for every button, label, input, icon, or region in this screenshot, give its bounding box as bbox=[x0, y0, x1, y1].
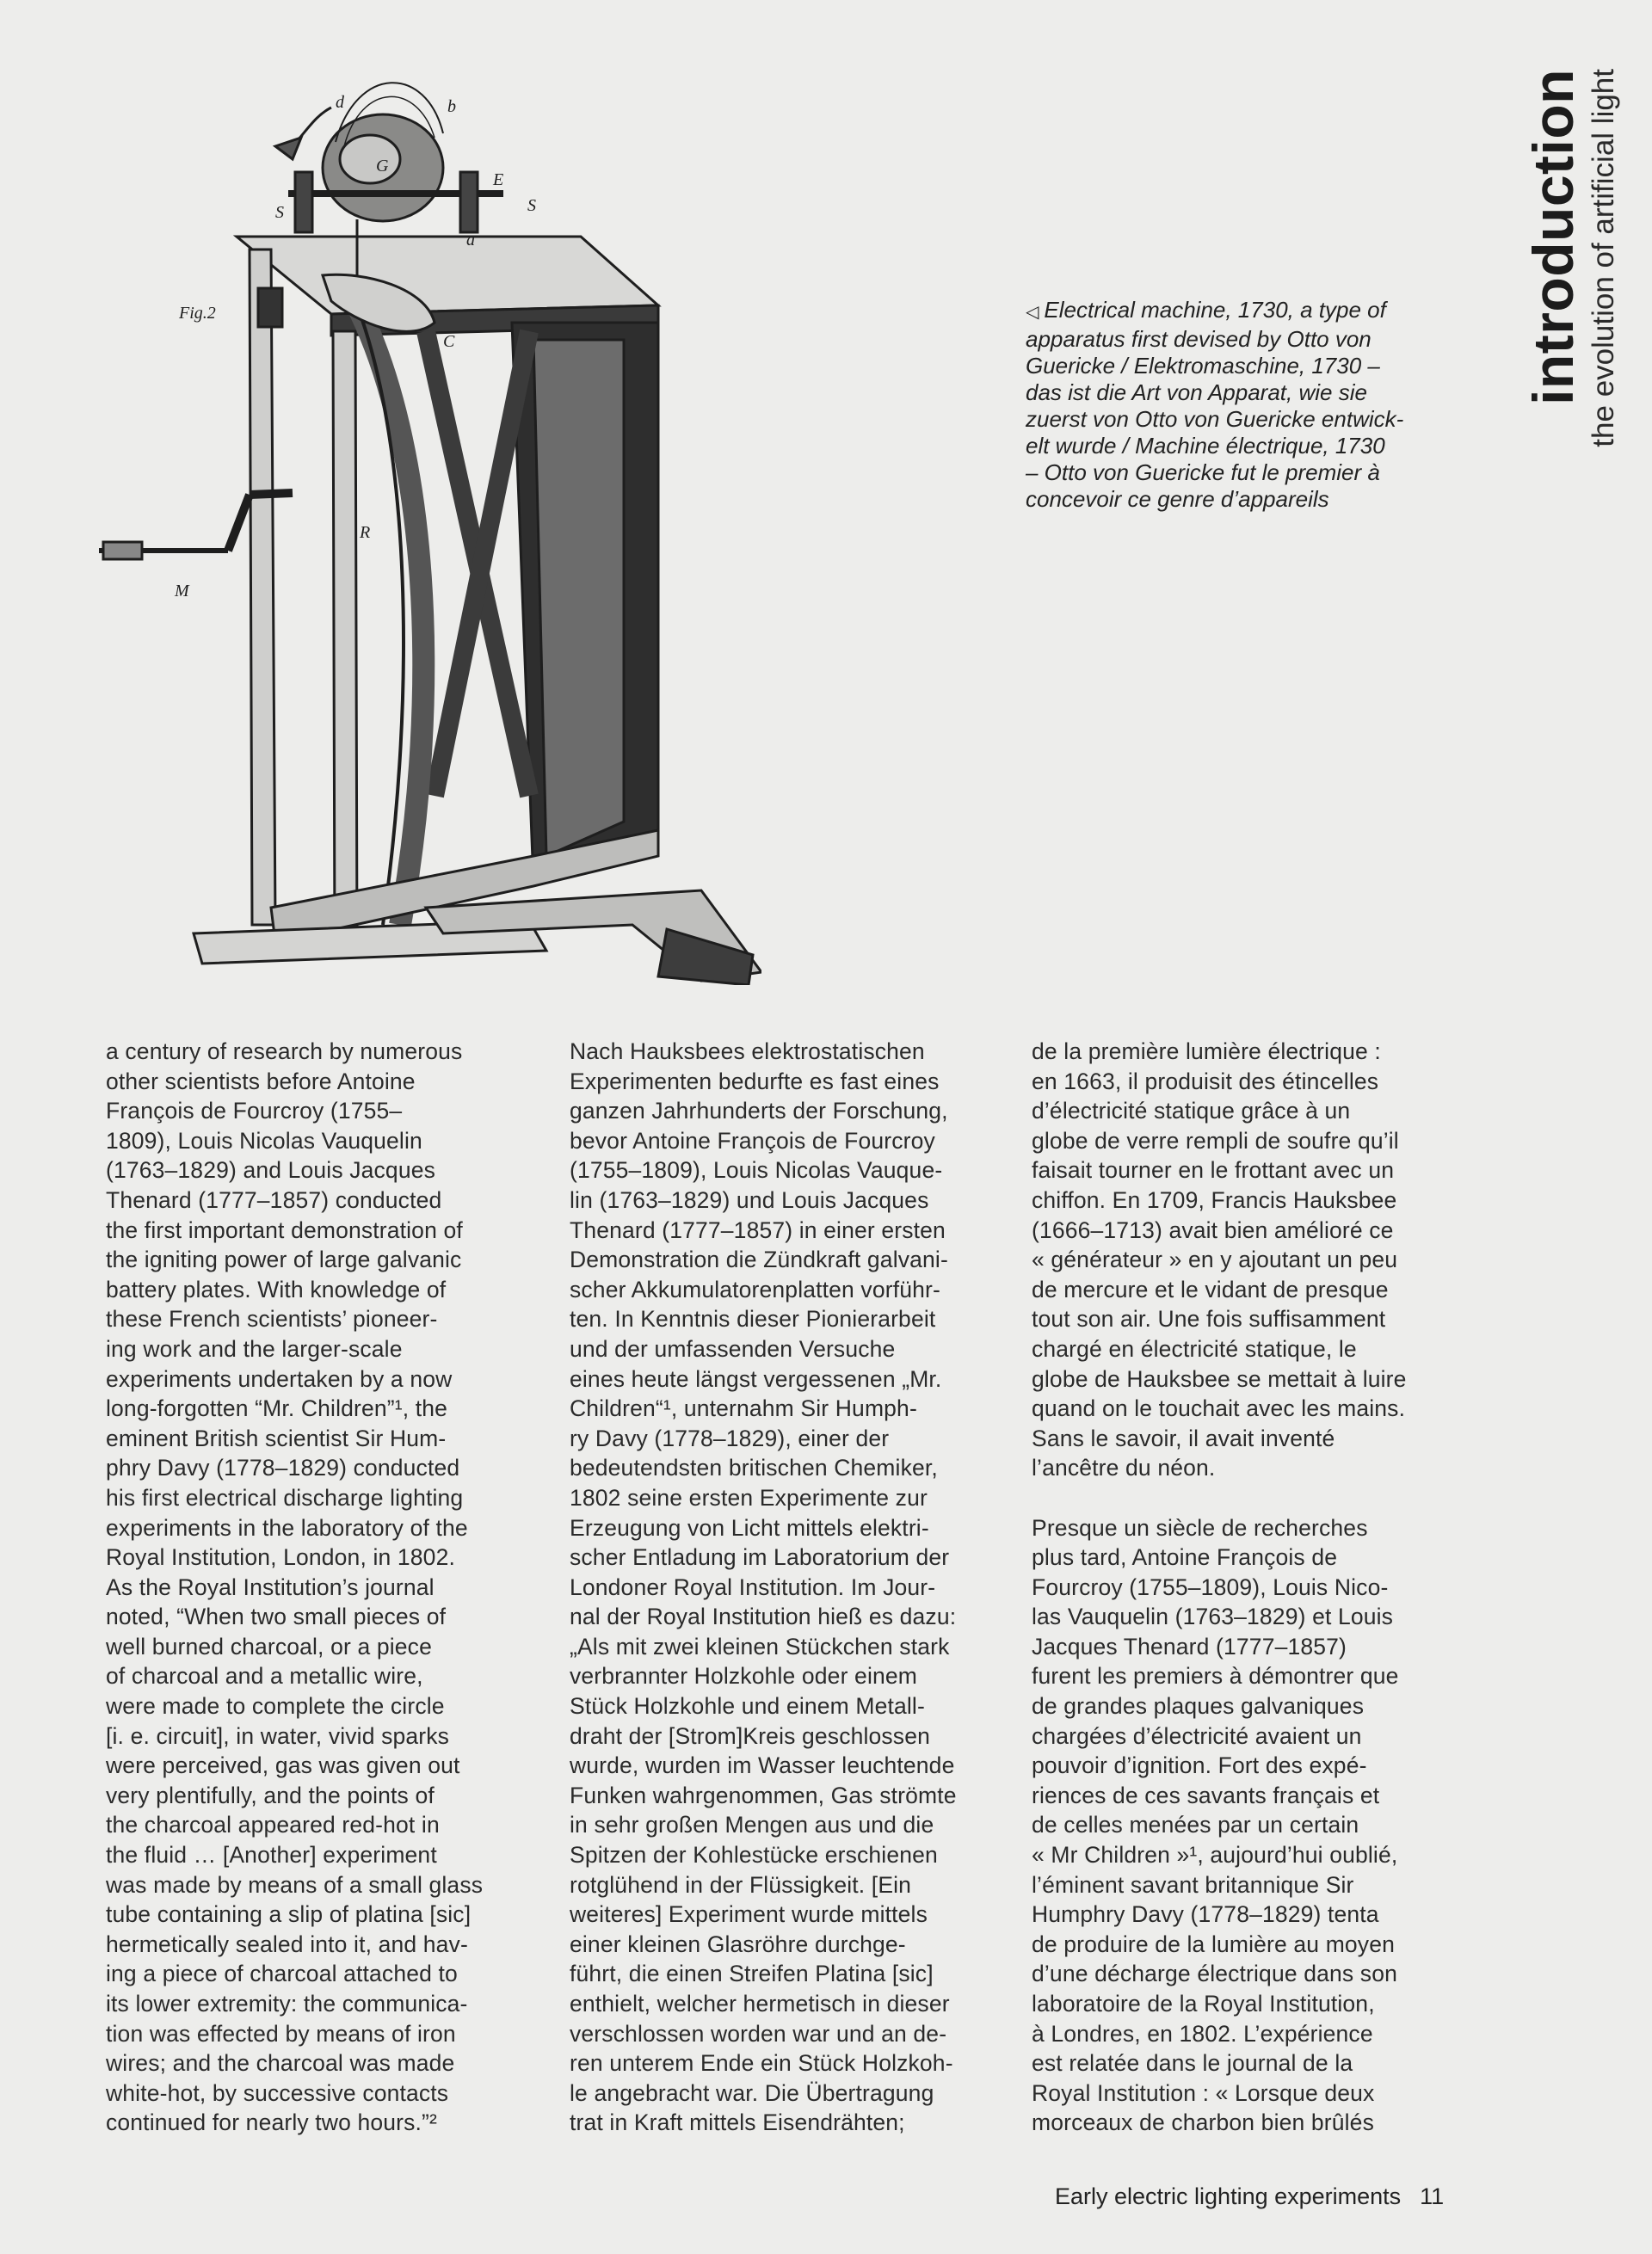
text-line: chargé en électricité statique, le bbox=[1032, 1335, 1357, 1362]
text-line: de mercure et le vidant de presque bbox=[1032, 1276, 1389, 1303]
text-line: (1755–1809), Louis Nicolas Vauque- bbox=[570, 1157, 943, 1184]
column-english bbox=[106, 1037, 549, 2138]
text-line: « générateur » en y ajoutant un peu bbox=[1032, 1247, 1398, 1273]
page-number: 11 bbox=[1420, 2183, 1445, 2209]
text-line: plus tard, Antoine François de bbox=[1032, 1544, 1338, 1571]
text-line: Londoner Royal Institution. Im Jour- bbox=[570, 1573, 936, 1600]
text-line: laboratoire de la Royal Institution, bbox=[1032, 1991, 1375, 2017]
text-line: bedeutendsten britischen Chemiker, bbox=[570, 1455, 938, 1481]
text-line: draht der [Strom]Kreis geschlossen bbox=[570, 1722, 930, 1749]
text-line: noted, “When two small pieces of bbox=[106, 1604, 447, 1630]
text-line: einer kleinen Glasröhre durchge- bbox=[570, 1931, 906, 1957]
text-line: tion was effected by means of iron bbox=[106, 2020, 456, 2047]
text-line: François de Fourcroy (1755– bbox=[106, 1098, 403, 1124]
text-line: lin (1763–1829) und Louis Jacques bbox=[570, 1186, 929, 1213]
text-line: bevor Antoine François de Fourcroy bbox=[570, 1127, 935, 1154]
text-line: quand on le touchait avec les mains. bbox=[1032, 1395, 1406, 1422]
text-line: le angebracht war. Die Übertragung bbox=[570, 2079, 934, 2106]
text-line: à Londres, en 1802. L’expérience bbox=[1032, 2020, 1373, 2047]
text-line: its lower extremity: the communica- bbox=[106, 1991, 468, 2017]
figure-label-s-right: S bbox=[527, 196, 536, 215]
text-line: « Mr Children »¹, aujourd’hui oublié, bbox=[1032, 1842, 1398, 1869]
text-line: faisait tourner en le frottant avec un bbox=[1032, 1157, 1395, 1184]
text-line: battery plates. With knowledge of bbox=[106, 1276, 447, 1303]
text-line: l’éminent savant britannique Sir bbox=[1032, 1871, 1354, 1898]
text-line: phry Davy (1778–1829) conducted bbox=[106, 1455, 460, 1481]
text-line: white-hot, by successive contacts bbox=[106, 2079, 449, 2106]
text-line: de la première lumière électrique : bbox=[1032, 1038, 1381, 1064]
paragraph-break bbox=[1032, 1483, 1475, 1513]
text-line: furent les premiers à démontrer que bbox=[1032, 1663, 1399, 1690]
text-line: Erzeugung von Licht mittels elektri- bbox=[570, 1514, 929, 1541]
text-line: wurde, wurden im Wasser leuchtende bbox=[570, 1752, 955, 1779]
text-line: en 1663, il produisit des étincelles bbox=[1032, 1068, 1379, 1094]
text-line: l’ancêtre du néon. bbox=[1032, 1455, 1216, 1481]
text-line: globe de Hauksbee se mettait à luire bbox=[1032, 1365, 1407, 1392]
text-line: scher Akkumulatorenplatten vorführ- bbox=[570, 1276, 940, 1303]
text-line: wires; and the charcoal was made bbox=[106, 2050, 455, 2077]
text-line: führt, die einen Streifen Platina [sic] bbox=[570, 1961, 934, 1987]
text-line: his first electrical discharge lighting bbox=[106, 1484, 464, 1511]
chapter-subtitle: the evolution of artificial light bbox=[1587, 69, 1620, 447]
text-line: Demonstration die Zündkraft galvani- bbox=[570, 1247, 948, 1273]
figure-label-m: M bbox=[175, 582, 189, 600]
text-line: las Vauquelin (1763–1829) et Louis bbox=[1032, 1604, 1394, 1630]
running-head bbox=[1523, 69, 1643, 516]
caption-text: Electrical machine, 1730, a type of apparatus first devised by Otto von Guericke / Elektromaschine, 1730 – das ist die Art von Apparat, wie sie zuerst von Otto von Guericke entwick- elt wurde / Machine électrique, 1730 – Otto von Guericke fut le premier à concevoir ce genre d’appareils bbox=[1026, 297, 1404, 512]
text-line: ten. In Kenntnis dieser Pionierarbeit bbox=[570, 1306, 936, 1333]
text-line: globe de verre rempli de soufre qu’il bbox=[1032, 1127, 1399, 1154]
text-line: est relatée dans le journal de la bbox=[1032, 2050, 1353, 2077]
chapter-title: introduction bbox=[1521, 69, 1585, 405]
text-line: riences de ces savants français et bbox=[1032, 1782, 1380, 1808]
text-line: Royal Institution : « Lorsque deux bbox=[1032, 2079, 1375, 2106]
text-line: ren unterem Ende ein Stück Holzkoh- bbox=[570, 2050, 953, 2077]
text-line: Stück Holzkohle und einem Metall- bbox=[570, 1693, 925, 1720]
text-line: eminent British scientist Sir Hum- bbox=[106, 1425, 447, 1451]
text-line: rotglühend in der Flüssigkeit. [Ein bbox=[570, 1871, 912, 1898]
text-line: experiments undertaken by a now bbox=[106, 1365, 453, 1392]
text-line: ganzen Jahrhunderts der Forschung, bbox=[570, 1098, 948, 1124]
text-line: experiments in the laboratory of the bbox=[106, 1514, 468, 1541]
text-line: Fourcroy (1755–1809), Louis Nico- bbox=[1032, 1573, 1389, 1600]
text-line: weiteres] Experiment wurde mittels bbox=[570, 1901, 928, 1928]
text-line: (1763–1829) and Louis Jacques bbox=[106, 1157, 435, 1184]
figure-caption bbox=[1026, 297, 1464, 513]
figure-label-r: R bbox=[360, 523, 371, 542]
text-line: tube containing a slip of platina [sic] bbox=[106, 1901, 472, 1928]
text-line: d’électricité statique grâce à un bbox=[1032, 1098, 1351, 1124]
text-line: Sans le savoir, il avait inventé bbox=[1032, 1425, 1335, 1451]
text-line: morceaux de charbon bien brûlés bbox=[1032, 2109, 1374, 2136]
text-line: very plentifully, and the points of bbox=[106, 1782, 435, 1808]
text-line: Humphry Davy (1778–1829) tenta bbox=[1032, 1901, 1379, 1928]
column-german bbox=[570, 1037, 1013, 2138]
text-line: the first important demonstration of bbox=[106, 1216, 463, 1243]
text-line: the charcoal appeared red-hot in bbox=[106, 1812, 440, 1838]
text-line: the igniting power of large galvanic bbox=[106, 1247, 462, 1273]
text-line: de celles menées par un certain bbox=[1032, 1812, 1359, 1838]
text-line: in sehr großen Mengen aus und die bbox=[570, 1812, 934, 1838]
text-line: Thenard (1777–1857) conducted bbox=[106, 1186, 442, 1213]
text-line: tout son air. Une fois suffisamment bbox=[1032, 1306, 1386, 1333]
text-line: (1666–1713) avait bien amélioré ce bbox=[1032, 1216, 1394, 1243]
text-line: nal der Royal Institution hieß es dazu: bbox=[570, 1604, 957, 1630]
footer-section-title: Early electric lighting experiments bbox=[1055, 2183, 1402, 2209]
text-line: ing work and the larger-scale bbox=[106, 1335, 403, 1362]
caption-pointer-icon: ◁ bbox=[1026, 303, 1039, 322]
text-line: eines heute längst vergessenen „Mr. bbox=[570, 1365, 942, 1392]
text-line: were perceived, gas was given out bbox=[106, 1752, 460, 1779]
figure-label-fig2: Fig.2 bbox=[179, 304, 216, 323]
text-line: the fluid … [Another] experiment bbox=[106, 1842, 437, 1869]
figure-label-s-left: S bbox=[275, 203, 284, 222]
text-line: [i. e. circuit], in water, vivid sparks bbox=[106, 1722, 450, 1749]
text-line: Experimenten bedurfte es fast eines bbox=[570, 1068, 940, 1094]
text-line: was made by means of a small glass bbox=[106, 1871, 484, 1898]
text-line: hermetically sealed into it, and hav- bbox=[106, 1931, 468, 1957]
text-line: Children“¹, unternahm Sir Humph- bbox=[570, 1395, 917, 1422]
engraving-drawing bbox=[99, 82, 761, 985]
text-line: Nach Hauksbees elektrostatischen bbox=[570, 1038, 925, 1064]
page-footer bbox=[1055, 2183, 1468, 2210]
text-line: ry Davy (1778–1829), einer der bbox=[570, 1425, 890, 1451]
column-french bbox=[1032, 1037, 1475, 2138]
text-line: were made to complete the circle bbox=[106, 1693, 445, 1720]
text-line: 1809), Louis Nicolas Vauquelin bbox=[106, 1127, 422, 1154]
text-line: 1802 seine ersten Experimente zur bbox=[570, 1484, 928, 1511]
text-line: chiffon. En 1709, Francis Hauksbee bbox=[1032, 1186, 1397, 1213]
text-line: de produire de la lumière au moyen bbox=[1032, 1931, 1395, 1957]
text-line: trat in Kraft mittels Eisendrähten; bbox=[570, 2109, 905, 2136]
text-line: „Als mit zwei kleinen Stückchen stark bbox=[570, 1633, 950, 1660]
text-line: Royal Institution, London, in 1802. bbox=[106, 1544, 455, 1571]
text-line: long-forgotten “Mr. Children”¹, the bbox=[106, 1395, 448, 1422]
text-line: continued for nearly two hours.”² bbox=[106, 2109, 437, 2136]
figure-label-e: E bbox=[493, 170, 504, 189]
text-line: other scientists before Antoine bbox=[106, 1068, 416, 1094]
text-line: pouvoir d’ignition. Fort des expé- bbox=[1032, 1752, 1367, 1779]
text-line: verschlossen worden war und an de- bbox=[570, 2020, 947, 2047]
text-line: Spitzen der Kohlestücke erschienen bbox=[570, 1842, 938, 1869]
electrical-machine-illustration bbox=[99, 82, 761, 985]
text-line: these French scientists’ pioneer- bbox=[106, 1306, 438, 1333]
text-line: enthielt, welcher hermetisch in dieser bbox=[570, 1991, 950, 2017]
figure-label-c: C bbox=[443, 332, 455, 351]
text-line: well burned charcoal, or a piece bbox=[106, 1633, 432, 1660]
figure-label-g: G bbox=[376, 157, 389, 176]
text-line: und der umfassenden Versuche bbox=[570, 1335, 896, 1362]
text-line: ing a piece of charcoal attached to bbox=[106, 1961, 458, 1987]
text-line: de grandes plaques galvaniques bbox=[1032, 1693, 1365, 1720]
text-line: As the Royal Institution’s journal bbox=[106, 1573, 435, 1600]
text-line: chargées d’électricité avaient un bbox=[1032, 1722, 1362, 1749]
figure-label-a: a bbox=[466, 231, 475, 249]
text-line: a century of research by numerous bbox=[106, 1038, 463, 1064]
text-line: verbrannter Holzkohle oder einem bbox=[570, 1663, 917, 1690]
figure-label-b: b bbox=[447, 97, 456, 116]
text-line: Funken wahrgenommen, Gas strömte bbox=[570, 1782, 957, 1808]
text-line: scher Entladung im Laboratorium der bbox=[570, 1544, 950, 1571]
text-line: of charcoal and a metallic wire, bbox=[106, 1663, 423, 1690]
text-line: Jacques Thenard (1777–1857) bbox=[1032, 1633, 1347, 1660]
text-line: Presque un siècle de recherches bbox=[1032, 1514, 1368, 1541]
figure-label-d: d bbox=[336, 93, 344, 112]
text-line: Thenard (1777–1857) in einer ersten bbox=[570, 1216, 946, 1243]
text-line: d’une décharge électrique dans son bbox=[1032, 1961, 1397, 1987]
